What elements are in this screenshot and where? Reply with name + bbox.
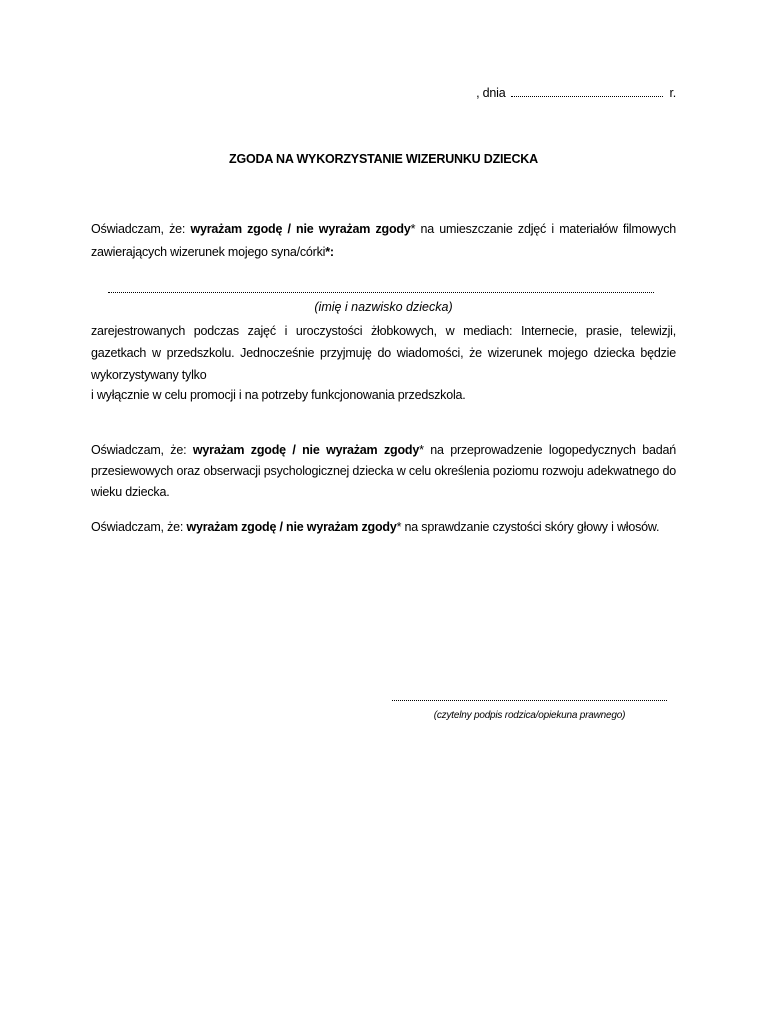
consent-image-continuation: zarejestrowanych podczas zajęć i uroczystości żłobkowych, w mediach: Internecie, prasie, telewizji, gazetkach w przedszkolu. Jednocześnie przyjmuję do wiadomości, że wizerunek mojego dziecka będzie wykorzystywany tylko — [91, 324, 676, 382]
date-blank — [511, 84, 663, 97]
consent-text: * na przeprowadzenie logopedycznych badań przesiewowych oraz obserwacji psychologicznej dziecka w celu określenia poziomu rozwoju adekwatnego do wieku dziecka. — [91, 443, 676, 499]
child-name-caption: (imię i nazwisko dziecka) — [314, 300, 453, 314]
consent-choice: wyrażam zgodę / nie wyrażam zgody — [192, 443, 420, 457]
date-suffix: r. — [669, 86, 676, 100]
consent-lead: Oświadczam, że: — [91, 443, 193, 457]
consent-image-end: i wyłącznie w celu promocji i na potrzeby funkcjonowania przedszkola. — [91, 388, 466, 402]
consent-lead: Oświadczam, że: — [91, 222, 191, 236]
consent-image-paragraph — [91, 218, 676, 264]
signature-caption: (czytelny podpis rodzica/opiekuna prawnego) — [433, 710, 626, 721]
consent-lead: Oświadczam, że: — [91, 520, 187, 534]
consent-speech-paragraph — [91, 440, 676, 503]
child-name-blank — [108, 285, 654, 293]
signature-blank — [392, 694, 667, 701]
consent-text: * na sprawdzanie czystości skóry głowy i włosów. — [396, 520, 660, 534]
consent-choice: wyrażam zgodę / nie wyrażam zgody — [190, 222, 411, 236]
date-prefix: , dnia — [476, 86, 506, 100]
consent-hygiene-paragraph — [91, 518, 676, 536]
document-title: ZGODA NA WYKORZYSTANIE WIZERUNKU DZIECKA — [229, 152, 538, 166]
consent-star: *: — [325, 245, 334, 259]
consent-choice: wyrażam zgodę / nie wyrażam zgody — [186, 520, 397, 534]
date-line — [476, 84, 676, 100]
consent-text: * na umieszczanie zdjęć i materiałów filmowych zawierających wizerunek mojego syna/córki — [91, 222, 676, 259]
